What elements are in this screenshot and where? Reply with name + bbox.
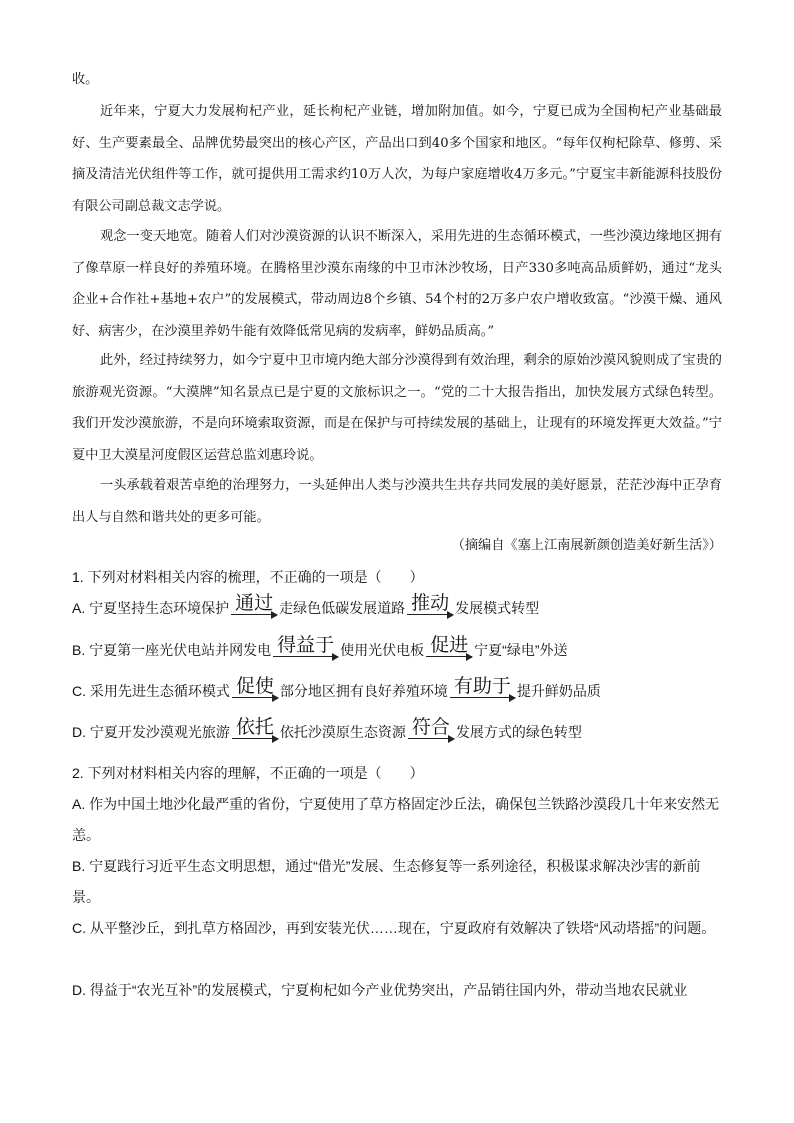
option-d-arrow1-word: 依托 xyxy=(235,716,274,738)
arrow-icon xyxy=(407,592,453,618)
question-1-option-a xyxy=(72,592,539,632)
passage-paragraph-3: 此外，经过持续努力，如今宁夏中卫市境内绝大部分沙漠得到有效治理，剩余的原始沙漠风貌则成了宝贵的旅游观光资源。“大漠牌”知名景点已是宁夏的文旅标识之一。“党的二十大报告指出，加快发展方式绿色转型。我们开发沙漠旅游，不是向环境索取资源，而是在保护与可持续发展的基础上，让现有的环境发挥更大效益。”宁夏中卫大漠星河度假区运营总监刘惠玲说。 xyxy=(72,353,722,463)
option-a-end: 发展模式转型 xyxy=(455,600,540,616)
option-d-end: 发展方式的绿色转型 xyxy=(455,724,582,740)
option-b-end: 宁夏“绿电”外送 xyxy=(474,642,568,658)
option-c-arrow1-word: 促使 xyxy=(235,675,274,697)
passage-paragraph-4: 一头承载着艰苦卓绝的治理努力，一头延伸出人类与沙漠共生共存共同发展的美好愿景，茫茫沙海中正孕育出人与自然和谐共处的更多可能。 xyxy=(72,478,722,525)
arrow-icon xyxy=(273,634,338,660)
option-a-arrow1-word: 通过 xyxy=(235,592,274,614)
question-2-option-a: A. 作为中国土地沙化最严重的省份，宁夏使用了草方格固定沙丘法，确保包兰铁路沙漠段几十年来安然无恙。 xyxy=(72,796,720,843)
option-c-mid: 部分地区拥有良好养殖环境 xyxy=(279,683,448,699)
option-c-arrow2-word: 有助于 xyxy=(453,675,511,697)
question-1-option-c xyxy=(72,675,601,715)
option-d-mid: 依托沙漠原生态资源 xyxy=(279,724,406,740)
option-a-mid: 走绿色低碳发展道路 xyxy=(279,600,406,616)
arrow-icon xyxy=(232,675,278,701)
arrow-icon xyxy=(231,592,277,618)
question-2-option-b: B. 宁夏践行习近平生态文明思想，通过“借光”发展、生态修复等一系列途径，积极谋求解决沙害的新前景。 xyxy=(72,858,701,905)
option-c-end: 提升鲜奶品质 xyxy=(516,683,601,699)
question-2-option-c: C. 从平整沙丘，到扎草方格固沙，再到安装光伏……现在，宁夏政府有效解决了铁塔“风动塔摇”的问题。 xyxy=(72,920,716,936)
passage-paragraph-1: 近年来，宁夏大力发展枸杞产业，延长枸杞产业链，增加附加值。如今，宁夏已成为全国枸杞产业基础最好、生产要素最全、品牌优势最突出的核心产区，产品出口到40多个国家和地区。“每年仅枸杞除草、修剪、采摘及清洁光伏组件等工作，就可提供用工需求约10万人次，为每户家庭增收4万多元。”宁夏宝丰新能源科技股份有限公司副总裁文志学说。 xyxy=(72,104,722,214)
question-1-option-d xyxy=(72,716,582,756)
arrow-icon xyxy=(450,675,515,701)
passage-paragraph-2: 观念一变天地宽。随着人们对沙漠资源的认识不断深入，采用先进的生态循环模式，一些沙漠边缘地区拥有了像草原一样良好的养殖环境。在腾格里沙漠东南缘的中卫市沐沙牧场，日产330多吨高品质鲜奶，通过“龙头企业+合作社+基地+农户”的发展模式，带动周边8个乡镇、54个村的2万多户农户增收致富。“沙漠干燥、通风好、病害少，在沙漠里养奶牛能有效降低常见病的发病率，鲜奶品质高。” xyxy=(72,229,722,339)
option-b-label: B. 宁夏第一座光伏电站并网发电 xyxy=(72,642,272,658)
option-d-label: D. 宁夏开发沙漠观光旅游 xyxy=(72,724,230,740)
arrow-icon xyxy=(232,716,278,742)
arrow-icon xyxy=(408,716,454,742)
question-2-option-d: D. 得益于“农光互补”的发展模式，宁夏枸杞如今产业优势突出，产品销往国内外，带动当地农民就业 xyxy=(72,982,688,998)
arrow-icon xyxy=(426,634,472,660)
option-b-mid: 使用光伏电板 xyxy=(340,642,425,658)
option-b-arrow2-word: 促进 xyxy=(430,634,469,656)
option-b-arrow1-word: 得益于 xyxy=(277,634,335,656)
option-a-label: A. 宁夏坚持生态环境保护 xyxy=(72,600,230,616)
question-1-stem: 1. 下列对材料相关内容的梳理，不正确的一项是（ ） xyxy=(72,569,424,585)
passage-paragraph-0: 收。 xyxy=(72,72,99,87)
option-d-arrow2-word: 符合 xyxy=(411,716,450,738)
question-1-option-b xyxy=(72,634,567,674)
option-c-label: C. 采用先进生态循环模式 xyxy=(72,683,230,699)
passage-source: （摘编自《塞上江南展新颜创造美好新生活》） xyxy=(451,538,722,553)
question-2-stem: 2. 下列对材料相关内容的理解，不正确的一项是（ ） xyxy=(72,765,424,781)
option-a-arrow2-word: 推动 xyxy=(411,592,450,614)
